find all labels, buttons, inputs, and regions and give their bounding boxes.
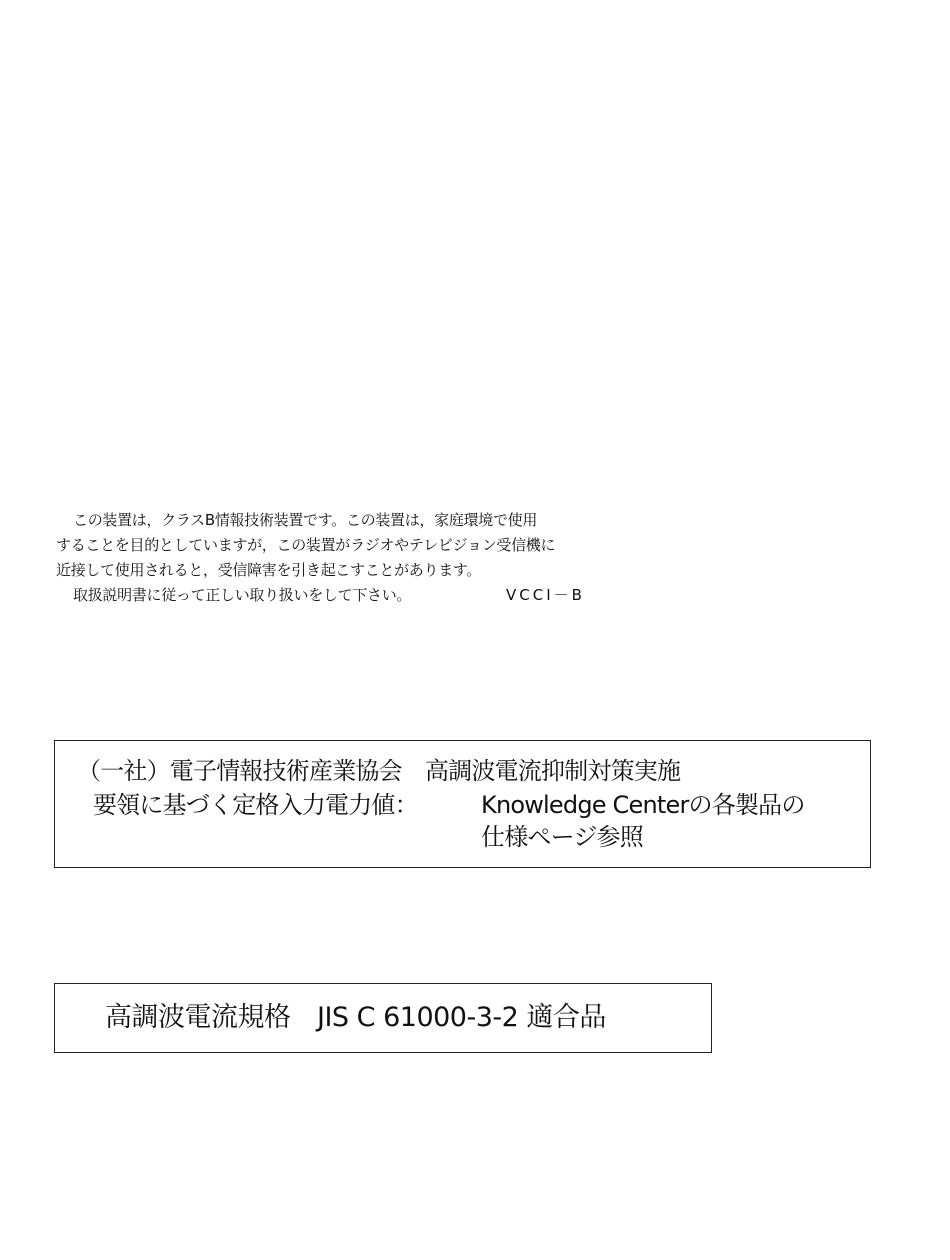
vcci-class-mark: VCCI－B [506,586,585,604]
vcci-notice-line-4-text: 取扱説明書に従って正しい取り扱いをして下さい。 [73,586,412,604]
harmonic-rating-line-1: （一社）電子情報技術産業協会 高調波電流抑制対策実施 [77,757,681,785]
vcci-notice-line-3: 近接して使用されると，受信障害を引き起こすことがあります。 [56,561,482,579]
vcci-notice [56,508,616,608]
jis-compliance-box [54,983,712,1053]
harmonic-rating-value: Knowledge Centerの各製品の [481,791,805,819]
vcci-notice-line-2: することを目的としていますが，この装置がラジオやテレビジョン受信機に [56,536,556,554]
vcci-notice-line-1: この装置は，クラスB情報技術装置です。この装置は，家庭環境で使用 [73,511,538,529]
harmonic-rating-value-cont: 仕様ページ参照 [481,823,643,851]
vcci-notice-line-4 [56,583,616,608]
harmonic-rating-box [54,740,871,868]
jis-compliance-text: 高調波電流規格 JIS C 61000-3-2 適合品 [105,1002,606,1033]
harmonic-rating-label: 要領に基づく定格入力電力値： [93,791,418,819]
